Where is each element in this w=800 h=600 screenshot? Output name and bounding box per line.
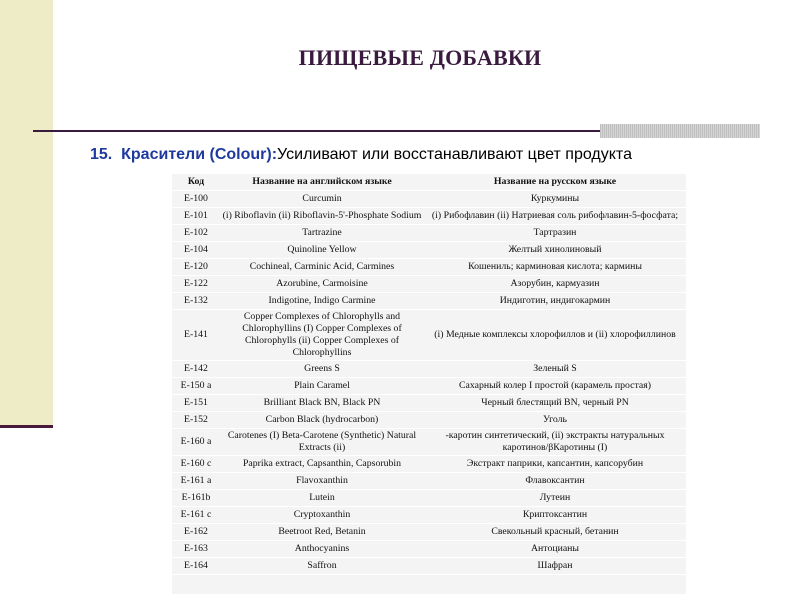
left-decoration-underline [0, 425, 53, 428]
table-row [172, 395, 686, 412]
table-row [172, 310, 686, 361]
cell-russian-name: Зеленый S [424, 361, 686, 378]
cell-english-name: Anthocyanins [220, 541, 424, 558]
header-code: Код [172, 174, 220, 191]
cell-russian-name: Куркумины [424, 191, 686, 208]
table-row [172, 378, 686, 395]
cell-code: E-163 [172, 541, 220, 558]
cell-russian-name: Экстракт паприки, капсантин, капсорубин [424, 456, 686, 473]
heading-number: 15. [90, 146, 113, 163]
cell-russian-name: -каротин синтетический, (ii) экстракты натуральных каротинов/βКаротины (I) [424, 429, 686, 456]
cell-english-name: Curcumin [220, 191, 424, 208]
cell-code: E-162 [172, 524, 220, 541]
cell-english-name: Brilliant Black BN, Black PN [220, 395, 424, 412]
cell-code: E-120 [172, 259, 220, 276]
cell-english-name: (i) Riboflavin (ii) Riboflavin-5'-Phosphate Sodium [220, 208, 424, 225]
cell-russian-name: Уголь [424, 412, 686, 429]
cell-english-name: Paprika extract, Capsanthin, Capsorubin [220, 456, 424, 473]
additives-table-container [172, 174, 686, 594]
table-row [172, 429, 686, 456]
cell-english-name: Carotenes (I) Beta-Carotene (Synthetic) Natural Extracts (ii) [220, 429, 424, 456]
cell-code: E-161 c [172, 507, 220, 524]
cell-english-name: Quinoline Yellow [220, 242, 424, 259]
header-english-name: Название на английском языке [220, 174, 424, 191]
cell-code: E-132 [172, 293, 220, 310]
table-row [172, 507, 686, 524]
cell-code: E-102 [172, 225, 220, 242]
table-row [172, 412, 686, 429]
cell-english-name: Saffron [220, 558, 424, 575]
cell-russian-name: Индиготин, индигокармин [424, 293, 686, 310]
cell-code: E-100 [172, 191, 220, 208]
table-header-row [172, 174, 686, 191]
cell-code: E-152 [172, 412, 220, 429]
cell-code: E-142 [172, 361, 220, 378]
cell-english-name: Cryptoxanthin [220, 507, 424, 524]
cell-english-name: Cochineal, Carminic Acid, Carmines [220, 259, 424, 276]
cell-russian-name: Лутеин [424, 490, 686, 507]
cell-english-name: Flavoxanthin [220, 473, 424, 490]
cell-code: E-164 [172, 558, 220, 575]
cell-russian-name: Антоцианы [424, 541, 686, 558]
cell-russian-name: Криптоксантин [424, 507, 686, 524]
cell-english-name: Copper Complexes of Chlorophylls and Chlorophyllins (I) Copper Complexes of Chlorophylls (ii) Copper Complexes of Chlorophyllins [220, 310, 424, 361]
cell-english-name: Carbon Black (hydrocarbon) [220, 412, 424, 429]
table-row [172, 456, 686, 473]
table-row [172, 490, 686, 507]
cell-code: E-161b [172, 490, 220, 507]
cell-russian-name: Кошениль; карминовая кислота; кармины [424, 259, 686, 276]
table-row [172, 473, 686, 490]
divider-accent-block [600, 124, 760, 138]
cell-english-name: Indigotine, Indigo Carmine [220, 293, 424, 310]
cell-english-name: Greens S [220, 361, 424, 378]
table-row [172, 225, 686, 242]
cell-english-name: Tartrazine [220, 225, 424, 242]
table-row [172, 524, 686, 541]
heading-label: Красители (Colour): [121, 146, 278, 163]
cell-russian-name: Желтый хинолиновый [424, 242, 686, 259]
cell-russian-name: Свекольный красный, бетанин [424, 524, 686, 541]
cell-code: E-160 a [172, 429, 220, 456]
table-row [172, 293, 686, 310]
header-russian-name: Название на русском языке [424, 174, 686, 191]
slide-title: ПИЩЕВЫЕ ДОБАВКИ [298, 45, 542, 70]
cell-code: E-160 c [172, 456, 220, 473]
cell-code: E-151 [172, 395, 220, 412]
cell-russian-name: (i) Медные комплексы хлорофиллов и (ii) хлорофиллинов [424, 310, 686, 361]
table-row [172, 276, 686, 293]
cell-russian-name: Черный блестящий BN, черный PN [424, 395, 686, 412]
section-heading [90, 146, 632, 164]
cell-code: E-141 [172, 310, 220, 361]
cell-code: E-104 [172, 242, 220, 259]
additives-table [172, 174, 686, 575]
cell-russian-name: Шафран [424, 558, 686, 575]
table-body [172, 191, 686, 575]
cell-russian-name: Тартразин [424, 225, 686, 242]
cell-russian-name: (i) Рибофлавин (ii) Натриевая соль рибофлавин-5-фосфата; [424, 208, 686, 225]
table-row [172, 558, 686, 575]
cell-english-name: Azorubine, Carmoisine [220, 276, 424, 293]
table-row [172, 541, 686, 558]
cell-russian-name: Сахарный колер I простой (карамель простая) [424, 378, 686, 395]
table-row [172, 208, 686, 225]
cell-code: E-161 a [172, 473, 220, 490]
table-row [172, 242, 686, 259]
cell-english-name: Plain Caramel [220, 378, 424, 395]
cell-code: E-150 a [172, 378, 220, 395]
cell-russian-name: Азорубин, кармуазин [424, 276, 686, 293]
table-row [172, 191, 686, 208]
table-row [172, 361, 686, 378]
cell-russian-name: Флавоксантин [424, 473, 686, 490]
heading-text: Усиливают или восстанавливают цвет продукта [277, 146, 632, 163]
cell-code: E-122 [172, 276, 220, 293]
cell-code: E-101 [172, 208, 220, 225]
cell-english-name: Beetroot Red, Betanin [220, 524, 424, 541]
table-row [172, 259, 686, 276]
cell-english-name: Lutein [220, 490, 424, 507]
